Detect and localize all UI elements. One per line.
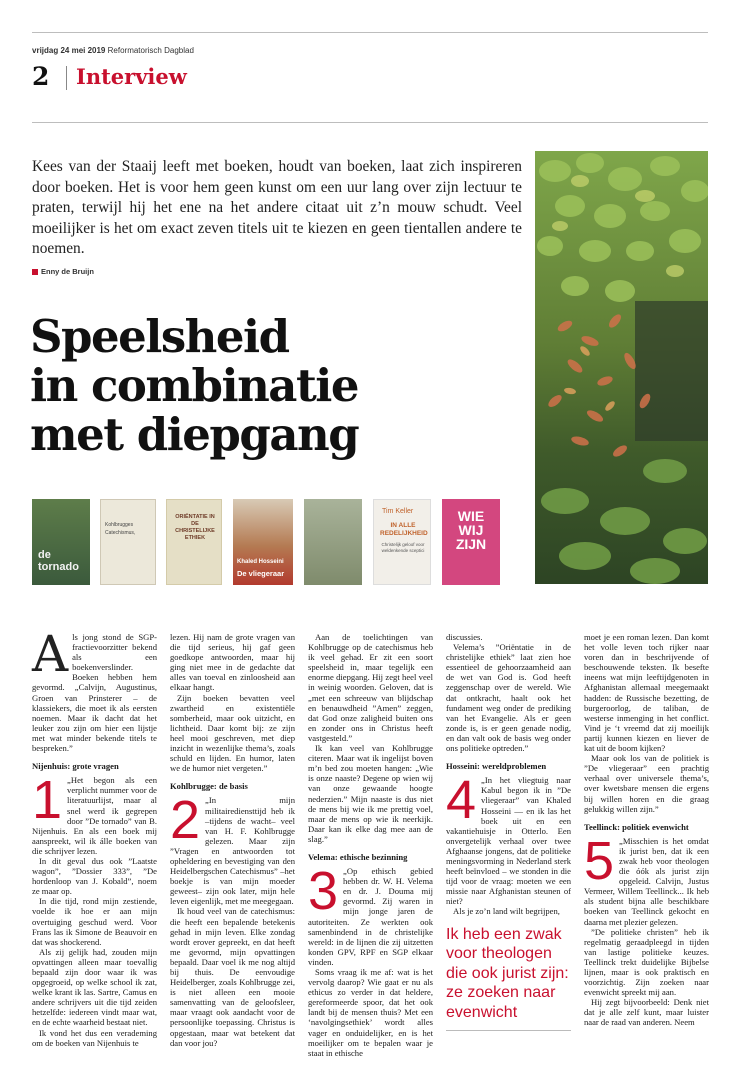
paragraph [170,790,295,907]
dateline [32,46,194,55]
paragraph: lezen. Hij nam de grote vragen van die tijd serieus, hij gaf geen goedkope antwoorden, maar hij ging niet mee in de gedachte dat alles van toeval en zinloosheid aan elkaar hangt. [170,632,295,693]
cover-vliegeraar [233,499,293,585]
paragraph: Maar ook los van de politiek is ”De vliegeraar” een prachtig verhaal over universele thema’s, over kwetsbare mensen die ergens bij willen horen en die graag gelukkig willen zijn.” [584,753,709,814]
cover-title: de tornado [38,549,79,573]
red-square-icon [32,269,38,275]
paragraph: Als zij gelijk had, zouden mijn opvattingen alleen maar toevallig bepaald zijn door waar ik was opgegroeid, op welke school ik zat, welke krant ik las. Sartre, Camus en andere schrijvers uit die tijd zeiden hetzelfde: iedereen vindt maar wat, en de echte waarheid bestaat niet. [32,946,157,1028]
cover-de-tornado [32,499,90,585]
cover-author: Khaled Hosseini [237,559,284,565]
pull-quote: Ik heb een zwak voor theologen die ook jurist zijn: ze zoeken naar evenwicht [446,925,571,1032]
paragraph [32,625,157,754]
article-column-2 [170,632,295,1048]
page-number: 2 [32,62,50,91]
subheading: Velema: ethische bezinning [308,851,408,862]
headline [30,312,358,459]
garden-photo-drawing [535,151,708,584]
cover-keller [373,499,431,585]
list-number: 2 [170,790,201,851]
author-byline [32,267,94,276]
subheading: Teellinck: politiek evenwicht [584,821,689,832]
list-number: 1 [32,770,63,831]
paragraph-text: ls jong stond de SGP-fractievoorzitter bekend als een boekenverslinder. Boeken hebben hem gevormd. „Calvijn, Augustinus, Groen van Prinsterer – de klassiekers, die moet ik als eersten noemen. Maar ik dacht dat het leuker zou zijn om hier een lijstje met wat minder bekende titels te bespreken.” [32,632,157,754]
drop-cap: A [32,625,69,683]
paragraph [308,861,433,967]
paragraph [584,830,709,927]
paragraph: Ik kan veel van Kohlbrugge citeren. Maar wat ik ingelijst boven m’n bed zou moeten hangen: „Wie is onze naaste? Degene op wien wij van onze gewaande hoogte nederzien.” Mijn naaste is dus niet de mens bij wie ik me prettig voel, maar de mens op wie ik neerkijk. Daar kan ik elke dag mee aan de slag.” [308,743,433,844]
paragraph: In dit geval dus ook ”Laatste wagon”, ”Dossier 333”, ”De hordenloop van J. Kobald”, noem ze maar op. [32,855,157,897]
article-column-4 [446,632,571,1031]
paragraph [446,770,571,907]
list-number: 4 [446,770,477,831]
headline-line: in combinatie [30,359,358,412]
article-column-5 [584,632,709,1028]
list-number: 3 [308,861,339,922]
cover-politieke-christen [304,499,362,585]
paragraph-text: „Het begon als een verplicht nummer voor de literatuurlijst, maar al snel werd ik gegrepen door ”De tornado” van B. Nijenhuis. En als een boek mij aanspreekt, wil ik álle boeken van die schrijver lezen. [32,775,157,856]
paragraph: moet je een roman lezen. Dan komt het volle leven toch rijker naar voren dan in beschrijvende of beschouwende teksten. Ik besefte ineens wat mijn leeftijdgenoten in Afghanistan allemaal meegemaakt hadden: de Russische bezetting, de burgeroorlog, de taliban, de westerse inmenging in het conflict. Vind je ‘t vreemd dat zij moeilijk partij kunnen kiezen en liever de kat uit de boom kijken? [584,632,709,754]
paragraph [32,770,157,856]
cover-title: Kohlbrugges [105,522,134,528]
date: vrijdag 24 mei 2019 [32,46,106,55]
cover-title: IN ALLE REDELIJKHEID [380,522,428,537]
section-title: Interview [76,64,187,89]
paragraph: Ik houd veel van de catechismus: die heeft een bepalende betekenis gehad in mijn leven. Elke zondag wordt erover gepreekt, en dat heeft me gevormd, mijn opvattingen bepaald. Daar voel ik me nog altijd bij thuis. De eenvoudige Heidelberger, zoals Kohlbrugge zei, is niet alleen een mooie samenvatting van de geloofsleer, maar vraagt ook aandacht voor de persoonlijke toepassing. Christus is opgestaan, maar wat betekent dat dan voor jou? [170,906,295,1048]
intro-paragraph: Kees van der Staaij leeft met boeken, houdt van boeken, laat zich inspireren door boeken. Het is voor hem geen kunst om een uur lang over zijn lectuur te praten, terwijl hij het ene na het andere citaat uit z’n mouw schudt. Veel moeilijker is het om exact zeven titels uit te kiezen en geen tientallen andere te noemen. [32,158,522,257]
cover-subtitle: Catechismus, [105,530,136,536]
section-divider [66,66,67,90]
paper-name: Reformatorisch Dagblad [107,46,194,55]
top-rule [32,32,708,33]
garden-photo [535,151,708,584]
paragraph-text: „In mijn militairediensttijd heb ik –tijdens de wacht– veel van H. F. Kohlbrugge gelezen. Maar zijn ”Vragen en antwoorden tot opheldering en bevestiging van den Heidelbergschen Catechismus” –het boekje is van mijn moeder geweest– zijn ook later, mijn hele leven eigenlijk, met me meegegaan. [170,795,295,907]
paragraph: Als je zo’n land wilt begrijpen, [453,906,560,917]
paragraph: Soms vraag ik me af: wat is het vervolg daarop? Wie gaat er nu als ethicus zo verder in dat heldere, gereformeerde spoor, dat het ook landt bij de mensen thuis? Met een ‘navolgingsethiek’ wordt alles vager en onduidelijker, en is het moeilijker om te bepalen waar je staat in ethische [308,967,433,1058]
article-body [32,625,710,1062]
header-rule [32,122,708,123]
paragraph: ”De politieke christen” heb ik regelmatig geraadpleegd in tijden van lastige politieke keuzes. Teellinck trekt duidelijke Bijbelse lijnen, maar is ook praktisch en voorzichtig. Zijn zoeken naar evenwicht spreekt mij aan. [584,926,709,998]
paragraph: Zijn boeken bevatten veel zwartheid en existentiële somberheid, maar ook uitzicht, en lichtheid. Daar komt bij: ze zijn heel mooi geschreven, met diep inzicht in wezenlijke thema’s, zoals schuld en lijden. En humor, laten we de humor niet vergeten.” [170,692,295,774]
cover-title: ORIËNTATIE IN DE CHRISTELIJKE ETHIEK [175,514,215,541]
cover-title: WIE WIJ ZIJN [455,508,487,552]
cover-title: De vliegeraar [237,569,285,578]
paragraph: Velema’s ”Oriëntatie in de christelijke ethiek” laat zien hoe essentieel de gehoorzaamheid aan de wet van God is. God heeft zeggenschap over de wereld. Wie dat ontkracht, haalt ook het fundament weg onder de prediking van het Evangelie. Als er geen zonde is, is er geen genade nodig, en dan valt ook de basis weg onder ons politieke optreden.” [446,642,571,754]
paragraph: Hij zegt bijvoorbeeld: Denk niet dat je alle zelf kunt, maar luister naar de raad van anderen. Neem [584,997,709,1028]
book-covers-row [32,499,502,587]
paragraph-text: „Misschien is het omdat ik jurist ben, dat ik een zwak heb voor theologen die óók als jurist zijn opgeleid. Calvijn, Justus Vermeer, Willem Teellinck... Ik heb als student bijna alle beschikbare boeken van Teellinck gekocht en daarna met plezier gelezen. [584,835,709,927]
paragraph: In die tijd, rond mijn zestiende, voelde ik hoe er aan mijn overtuiging geschud werd. Voor Frans las ik Simone de Beauvoir en dat was shockerend. [32,896,157,947]
subheading: Nijenhuis: grote vragen [32,761,119,772]
author-name: Enny de Bruijn [41,267,94,276]
paragraph: discussies. [446,632,483,642]
paragraph-text: „Op ethisch gebied hebben dr. W. H. Velema en dr. J. Douma mij gevormd. Zij waren in mijn jonge jaren de autoriteiten. Ze werkten ook samenbindend in de christelijke wereld: in de lijnen die zij uitzetten konden GPV, RPF en SGP elkaar vinden. [308,866,433,967]
headline-line: Speelsheid [30,310,289,363]
cover-kohlbrugge [100,499,156,585]
article-column-1 [32,625,157,1048]
subheading: Hosseini: wereldproblemen [446,761,547,772]
paragraph-text: „In het vliegtuig naar Kabul begon ik in ”De vliegeraar” van Khaled Hosseini — en ik las het boek uit en een vakantiehuisje in Otterlo. Een onvergetelijk verhaal over twee Afghaanse jongens, dat de politieke meningsvorming in Nederland sterk heeft beïnvloed – we stonden in die tijd voor de vraag: moeten we een missie naar Afghanistan steunen of niet? [446,775,571,907]
subheading: Kohlbrugge: de basis [170,781,248,792]
article-column-3 [308,632,433,1058]
cover-wie-wij-zijn [442,499,500,585]
cover-subtitle: Christelijk geloof voor weldenkende sceptici [381,542,425,553]
cover-orientatie [166,499,222,585]
paragraph: Aan de toelichtingen van Kohlbrugge op de catechismus heb ik veel gehad. Er zit een soort speelsheid in, maar tegelijk een enorme diepgang. Hij zegt heel veel in weinig woorden. Geloven, dat is „met een schreeuw van blijdschap en benauwdheid ”Amen” zeggen, dat God onze zaligheid buiten ons en zonder ons in Christus heeft vastgesteld.” [308,632,433,743]
paragraph: Ik vond het dus een verademing om de boeken van Nijenhuis te [32,1027,157,1048]
list-number: 5 [584,830,615,891]
cover-author: Tim Keller [382,508,414,515]
headline-line: met diepgang [30,408,359,461]
